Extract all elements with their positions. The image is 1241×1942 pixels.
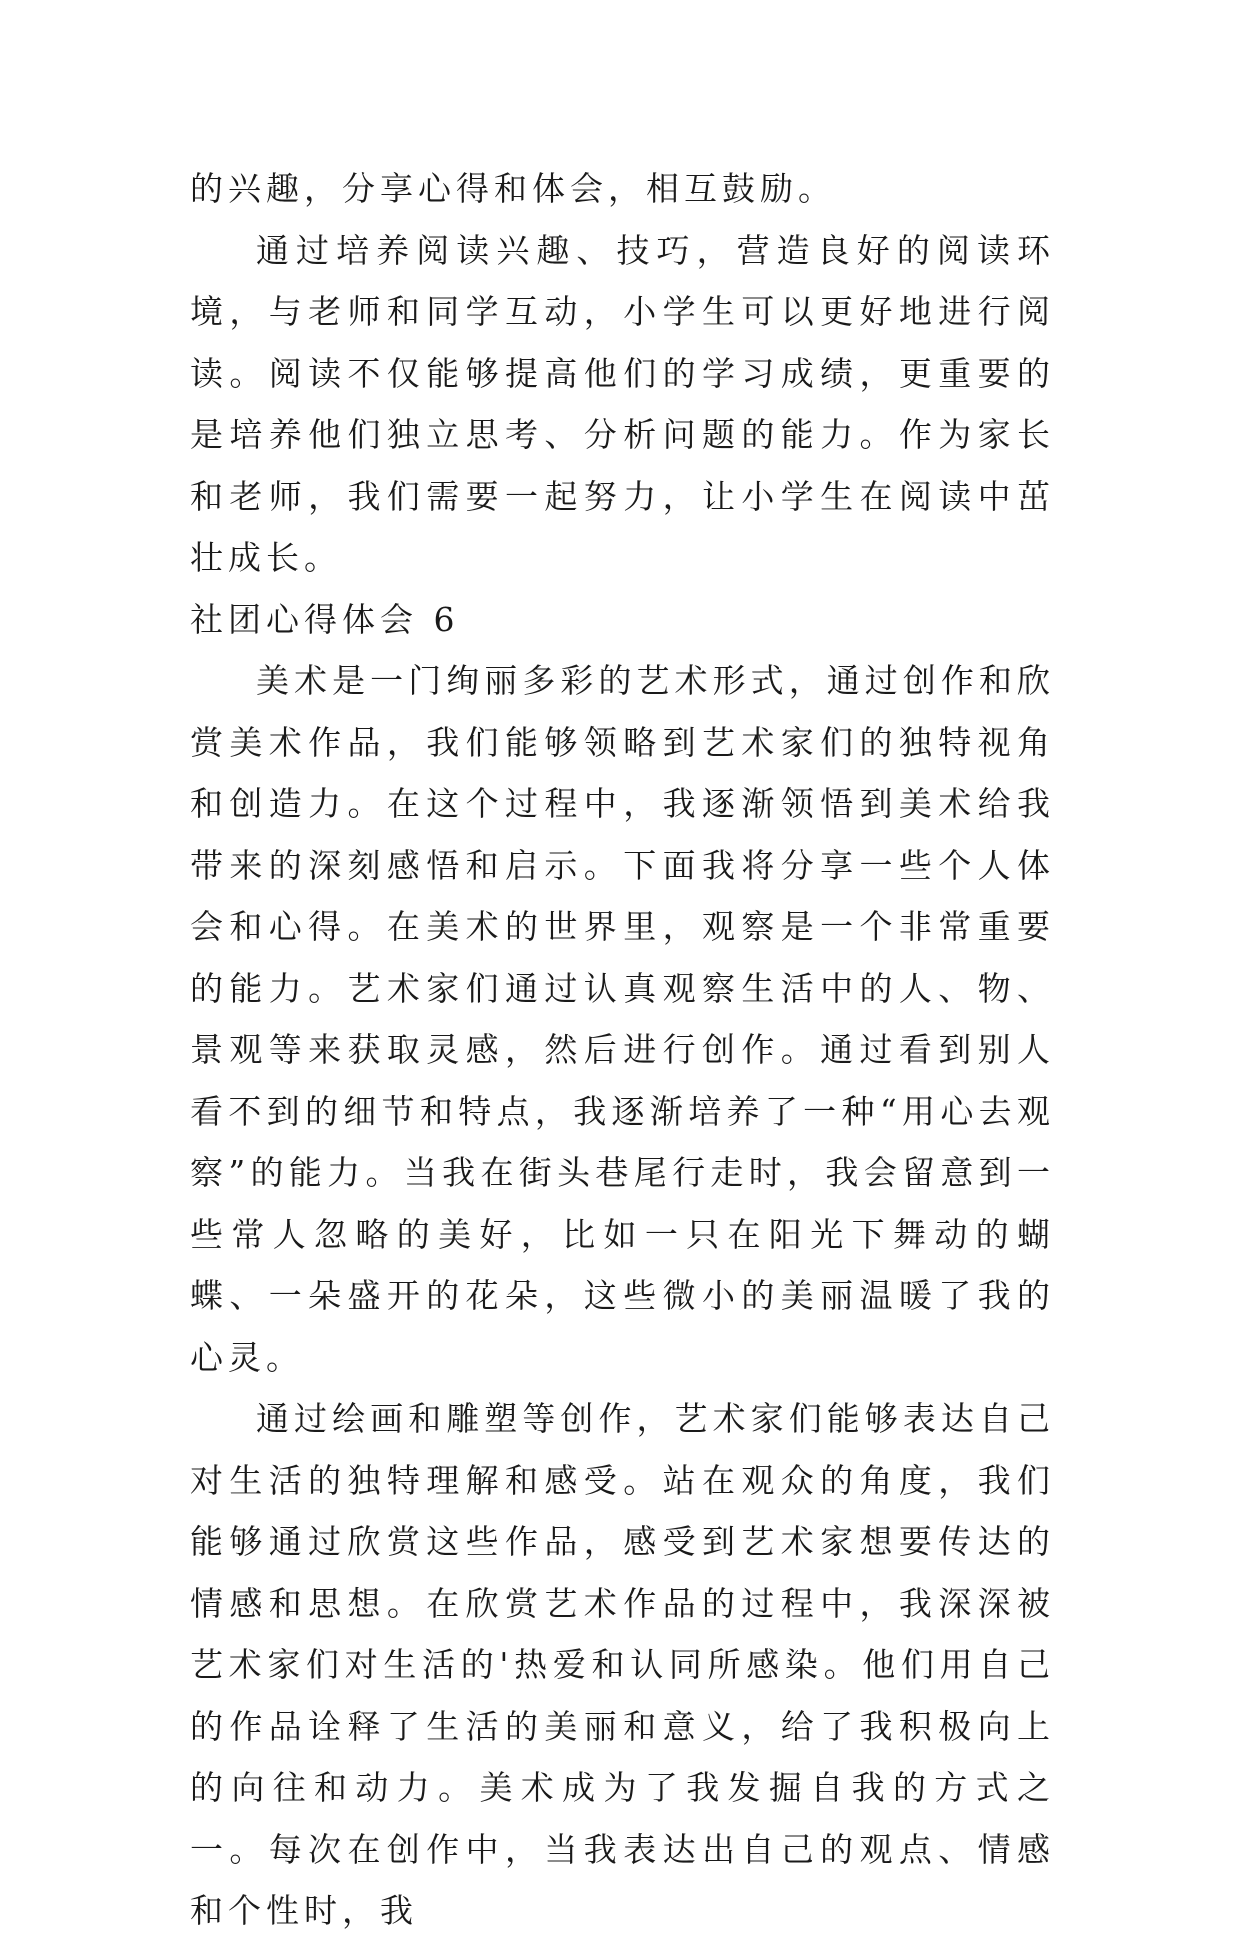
section-heading: 社团心得体会 6	[190, 599, 460, 639]
paragraph-art-expression: 通过绘画和雕塑等创作，艺术家们能够表达自己对生活的独特理解和感受。站在观众的角度，我们能够通过欣赏这些作品，感受到艺术家想要传达的情感和思想。在欣赏艺术作品的过程中，我深深被艺术家们对生活的'热爱和认同所感染。他们用自己的作品诠释了生活的美丽和意义，给了我积极向上的向往和动力。美术成为了我发掘自我的方式之一。每次在创作中，当我表达出自己的观点、情感和个性时，我	[190, 1399, 1055, 1930]
paragraph-art-observation: 美术是一门绚丽多彩的艺术形式，通过创作和欣赏美术作品，我们能够领略到艺术家们的独特视角和创造力。在这个过程中，我逐渐领悟到美术给我带来的深刻感悟和启示。下面我将分享一些个人体会和心得。在美术的世界里，观察是一个非常重要的能力。艺术家们通过认真观察生活中的人、物、景观等来获取灵感，然后进行创作。通过看到别人看不到的细节和特点，我逐渐培养了一种“用心去观察”的能力。当我在街头巷尾行走时，我会留意到一些常人忽略的美好，比如一只在阳光下舞动的蝴蝶、一朵盛开的花朵，这些微小的美丽温暖了我的心灵。	[190, 661, 1055, 1377]
paragraph-continued: 的兴趣，分享心得和体会，相互鼓励。	[190, 169, 836, 208]
paragraph-reading-summary: 通过培养阅读兴趣、技巧，营造良好的阅读环境，与老师和同学互动，小学生可以更好地进行阅读。阅读不仅能够提高他们的学习成绩，更重要的是培养他们独立思考、分析问题的能力。作为家长和老师，我们需要一起努力，让小学生在阅读中茁壮成长。	[190, 230, 1055, 577]
document-body	[190, 158, 1055, 1942]
